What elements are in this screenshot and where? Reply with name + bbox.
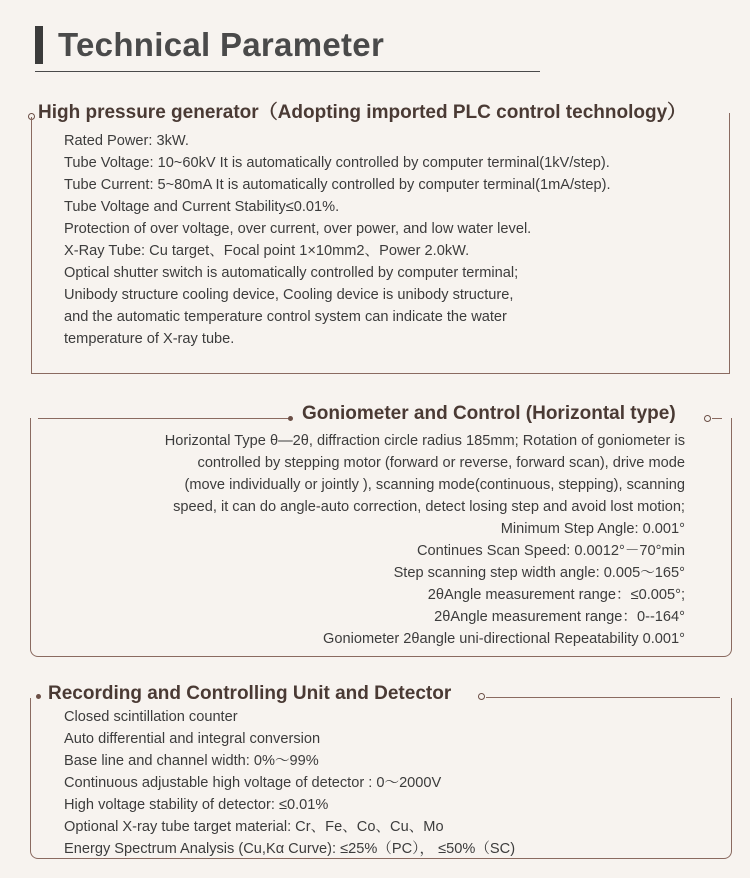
section-border-bottom (31, 373, 730, 374)
section-body (60, 430, 685, 650)
list-item: Continues Scan Speed: 0.0012°－70°min (416, 543, 685, 559)
title-line-right (712, 418, 722, 419)
list-item: Optical shutter switch is automatically controlled by computer terminal; (64, 265, 519, 281)
section-body (64, 706, 515, 860)
section-border-right (729, 113, 730, 373)
title-accent-bar (35, 26, 43, 64)
list-item: Goniometer 2θangle uni-directional Repeatability 0.001° (323, 631, 685, 647)
list-item: speed, it can do angle-auto correction, detect losing step and avoid lost motion; (173, 499, 685, 515)
list-item: Optional X-ray tube target material: Cr、Fe、Co、Cu、Mo (64, 819, 444, 835)
section-body (64, 130, 611, 350)
bullet-dot-icon (36, 694, 41, 699)
list-item: High voltage stability of detector: ≤0.01% (64, 797, 329, 813)
title-line-left (38, 418, 290, 419)
list-item: (move individually or jointly ), scanning mode(continuous, stepping), scanning (184, 477, 685, 493)
title-underline (35, 71, 540, 72)
list-item: controlled by stepping motor (forward or reverse, forward scan), drive mode (197, 455, 685, 471)
list-item: 2θAngle measurement range：0--164° (434, 609, 685, 625)
list-item: Rated Power: 3kW. (64, 133, 189, 149)
section-title: Recording and Controlling Unit and Detector (48, 683, 452, 704)
bullet-dot-icon (478, 693, 485, 700)
list-item: Horizontal Type θ—2θ, diffraction circle radius 185mm; Rotation of goniometer is (164, 433, 685, 449)
list-item: Tube Current: 5~80mA It is automatically controlled by computer terminal(1mA/step). (64, 177, 611, 193)
list-item: Closed scintillation counter (64, 709, 238, 725)
list-item: Tube Voltage and Current Stability≤0.01%. (64, 199, 340, 215)
list-item: Unibody structure cooling device, Cooling device is unibody structure, (64, 287, 514, 303)
title-line-right (486, 697, 720, 698)
list-item: Minimum Step Angle: 0.001° (500, 521, 685, 537)
list-item: and the automatic temperature control system can indicate the water (64, 309, 507, 325)
section-border-left (31, 117, 32, 373)
list-item: Auto differential and integral conversion (64, 731, 321, 747)
section-title: High pressure generator（Adopting imported PLC control technology） (38, 102, 687, 123)
list-item: 2θAngle measurement range：≤0.005°; (427, 587, 685, 603)
list-item: Protection of over voltage, over current, over power, and low water level. (64, 221, 532, 237)
page-title: Technical Parameter (58, 26, 385, 63)
list-item: Tube Voltage: 10~60kV It is automatically controlled by computer terminal(1kV/step). (64, 155, 610, 171)
bullet-dot-icon (704, 415, 711, 422)
section-title: Goniometer and Control (Horizontal type) (302, 403, 676, 424)
bullet-dot-icon (288, 416, 293, 421)
list-item: X-Ray Tube: Cu target、Focal point 1×10mm2、Power 2.0kW. (64, 243, 470, 259)
list-item: Base line and channel width: 0%～99% (64, 753, 319, 769)
list-item: Continuous adjustable high voltage of detector : 0～2000V (64, 775, 442, 791)
list-item: Energy Spectrum Analysis (Cu,Kα Curve): ≤25%（PC）， ≤50%（SC) (64, 841, 516, 857)
list-item: temperature of X-ray tube. (64, 331, 235, 347)
list-item: Step scanning step width angle: 0.005～165° (393, 565, 685, 581)
